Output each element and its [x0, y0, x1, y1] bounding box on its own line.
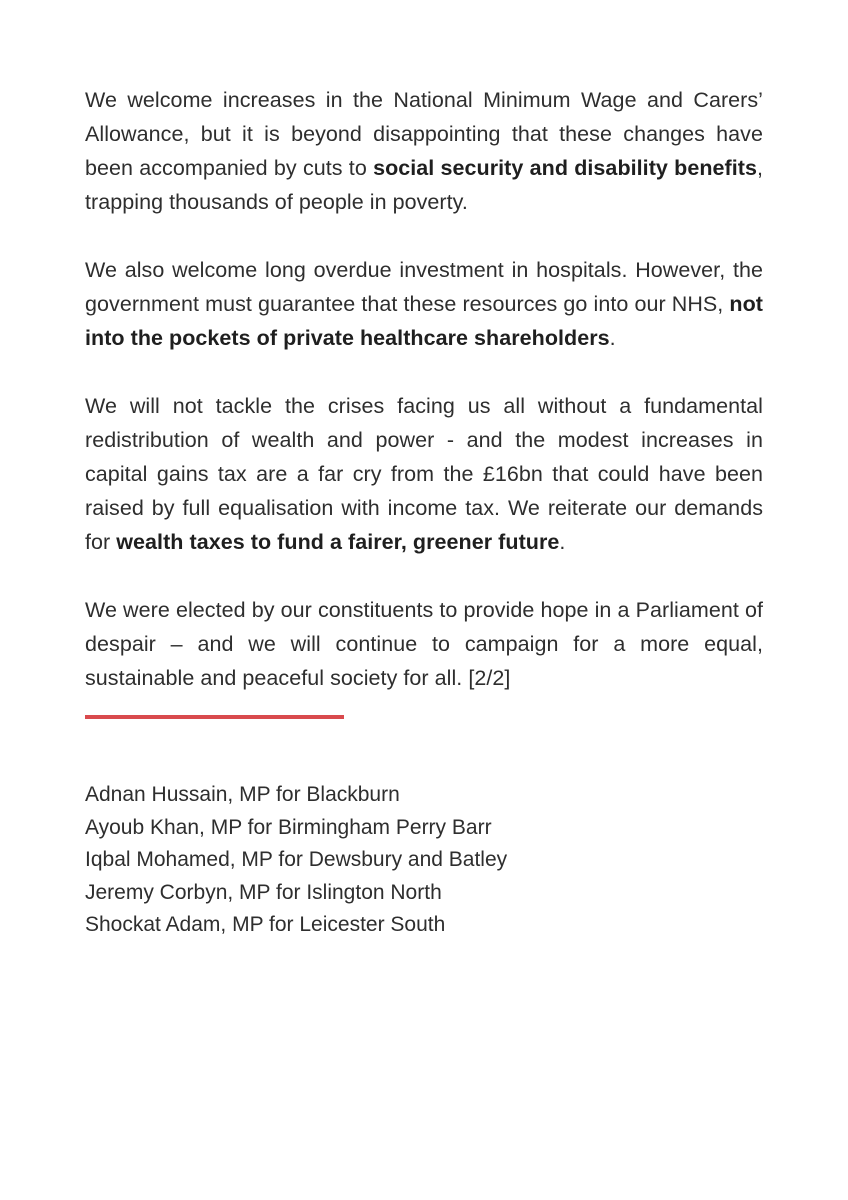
bold-segment: wealth taxes to fund a fairer, greener future — [116, 530, 560, 554]
paragraph-closing — [85, 593, 763, 695]
signatory-line: Jeremy Corbyn, MP for Islington North — [85, 880, 442, 904]
bold-segment: social security and disability benefits — [373, 156, 757, 180]
text-segment: We welcome increases in the National Minimum Wage and Carers’ Allowance, but it is beyond disappointing that these changes have been accompanied by cuts to — [85, 88, 763, 180]
text-segment: We also welcome long overdue investment in hospitals. However, the government must guarantee that these resources go into our NHS, — [85, 258, 763, 316]
red-divider — [85, 715, 344, 719]
text-segment: . — [559, 530, 566, 554]
signatory-line: Ayoub Khan, MP for Birmingham Perry Barr — [85, 815, 492, 839]
signatory-line: Adnan Hussain, MP for Blackburn — [85, 783, 400, 806]
signatory-line: Shockat Adam, MP for Leicester South — [85, 913, 446, 936]
text-segment: . — [609, 326, 616, 350]
text-segment: We will not tackle the crises facing us all without a fundamental redistribution of wealth and power - and the modest increases in capital gains tax are a far cry from the £16bn that could have been raised by full equalisation with income tax. We reiterate our demands for — [85, 394, 763, 554]
signatory-list — [85, 779, 685, 942]
paragraph-nhs — [85, 253, 763, 355]
statement-body — [85, 83, 763, 729]
paragraph-wealth-tax — [85, 389, 763, 559]
text-segment: We were elected by our constituents to provide hope in a Parliament of despair – and we will continue to campaign for a more equal, sustainable and peaceful society for all. [2/2] — [85, 598, 763, 690]
paragraph-benefits — [85, 83, 763, 219]
signatory-line: Iqbal Mohamed, MP for Dewsbury and Batley — [85, 848, 508, 871]
text-segment: , trapping thousands of people in poverty. — [85, 156, 763, 214]
bold-segment: not into the pockets of private healthcare shareholders — [85, 292, 763, 350]
